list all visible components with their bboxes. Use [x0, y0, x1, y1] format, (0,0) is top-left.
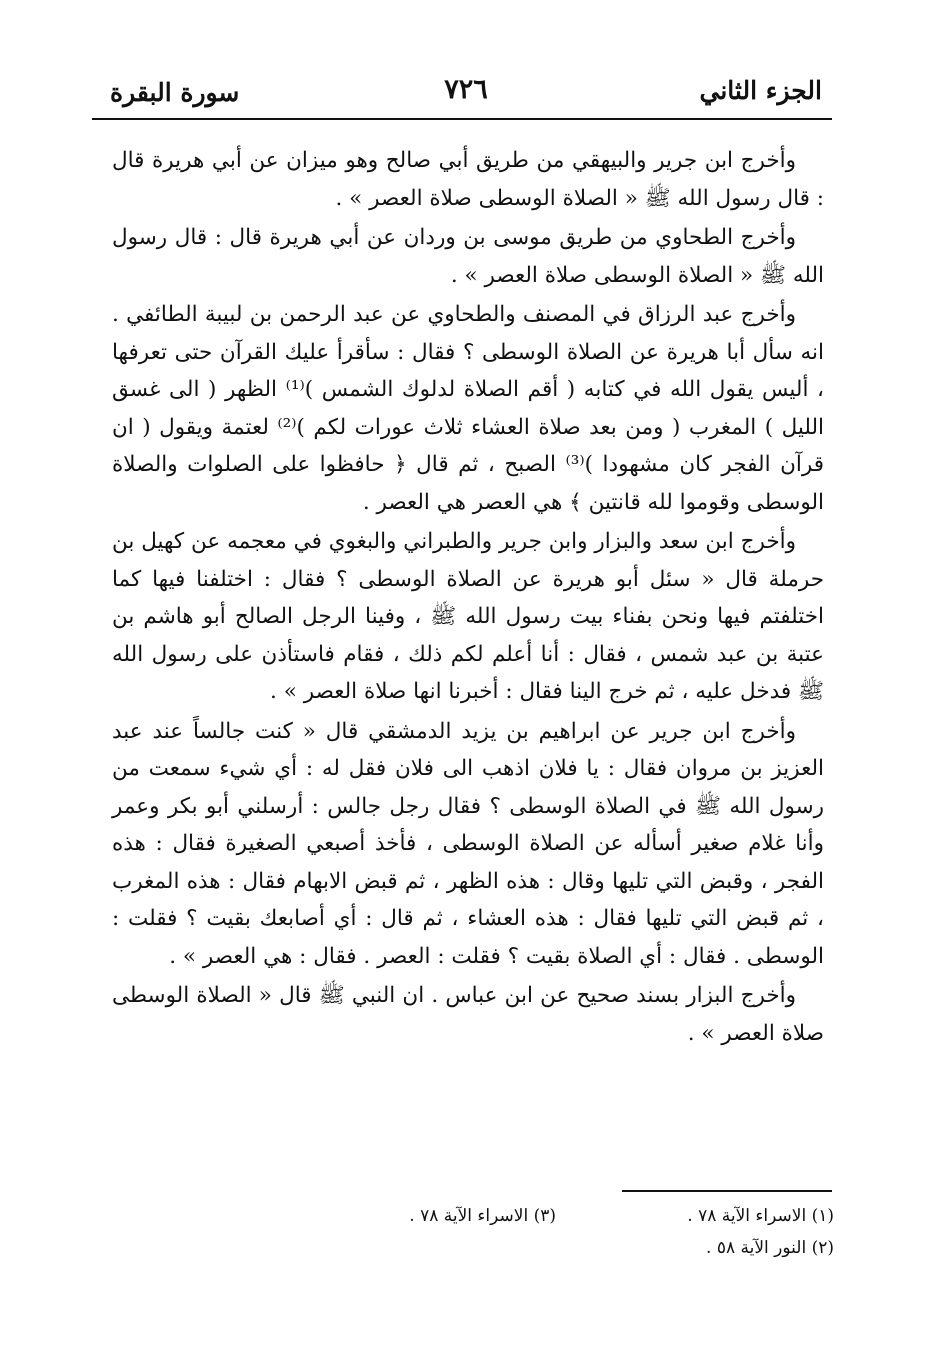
footnote-3: (٣) الاسراء الآية ٧٨ . [409, 1206, 556, 1226]
surah-title: سورة البقرة [110, 78, 240, 107]
page-header [110, 70, 822, 114]
paragraph: وأخرج البزار بسند صحيح عن ابن عباس . ان النبي ﷺ قال « الصلاة الوسطى صلاة العصر » . [112, 983, 824, 1046]
footnote-divider [622, 1190, 832, 1192]
footnote-1: (١) الاسراء الآية ٧٨ . [687, 1206, 834, 1226]
main-text [112, 142, 824, 1054]
paragraph: وأخرج ابن جرير عن ابراهيم بن يزيد الدمشقي قال « كنت جالساً عند عبد العزيز بن مروان فقال : يا فلان اذهب الى فلان فقل له : أي شيء سمعت من رسول الله ﷺ في الصلاة الوسطى ؟ فقال رجل جالس : أرسلني أبو بكر وعمر وأنا غلام صغير أسأله عن الصلاة الوسطى ، فأخذ أصبعي الصغيرة فقال : هذه الفجر ، وقبض التي تليها وقال : هذه الظهر ، ثم قبض الابهام فقال : هذه المغرب ، ثم قبض التي تليها فقال : هذه العشاء ، ثم قال : أي أصابعك بقيت ؟ فقلت : الوسطى . فقال : أي الصلاة بقيت ؟ فقلت : العصر . فقال : هي العصر » . [112, 718, 824, 969]
paragraph: وأخرج ابن سعد والبزار وابن جرير والطبراني والبغوي في معجمه عن كهيل بن حرملة قال « سئل أبو هريرة عن الصلاة الوسطى ؟ فقال : اختلفنا فيها كما اختلفتم فيها ونحن بفناء بيت رسول الله ﷺ ، وفينا الرجل الصالح أبو هاشم بن عتبة بن عبد شمس ، فقال : أنا أعلم لكم ذلك ، فقام فاستأذن على رسول الله ﷺ فدخل عليه ، ثم خرج الينا فقال : أخبرنا انها صلاة العصر » . [112, 529, 824, 704]
part-title: الجزء الثاني [699, 76, 822, 105]
page-number: ٧٢٦ [444, 74, 488, 105]
paragraph: وأخرج عبد الرزاق في المصنف والطحاوي عن عبد الرحمن بن لبيبة الطائفي . انه سأل أبا هريرة عن الصلاة الوسطى ؟ فقال : سأقرأ عليك القرآن حتى تعرفها ، أليس يقول الله في كتابه ( أقم الصلاة لدلوك الشمس )⁽¹⁾ الظهر ( الى غسق الليل ) المغرب ( ومن بعد صلاة العشاء ثلاث عورات لكم )⁽²⁾ لعتمة ويقول ( ان قرآن الفجر كان مشهودا )⁽³⁾ الصبح ، ثم قال ﴿ حافظوا على الصلوات والصلاة الوسطى وقوموا لله قانتين ﴾ هي العصر هي العصر . [112, 302, 824, 515]
paragraph: وأخرج الطحاوي من طريق موسى بن وردان عن أبي هريرة قال : قال رسول الله ﷺ « الصلاة الوسطى صلاة العصر » . [112, 225, 824, 288]
footnotes [687, 1200, 834, 1264]
header-divider [92, 118, 832, 120]
footnote-2: (٢) النور الآية ٥٨ . [706, 1238, 834, 1258]
paragraph: وأخرج ابن جرير والبيهقي من طريق أبي صالح وهو ميزان عن أبي هريرة قال : قال رسول الله ﷺ « الصلاة الوسطى صلاة العصر » . [112, 148, 824, 211]
